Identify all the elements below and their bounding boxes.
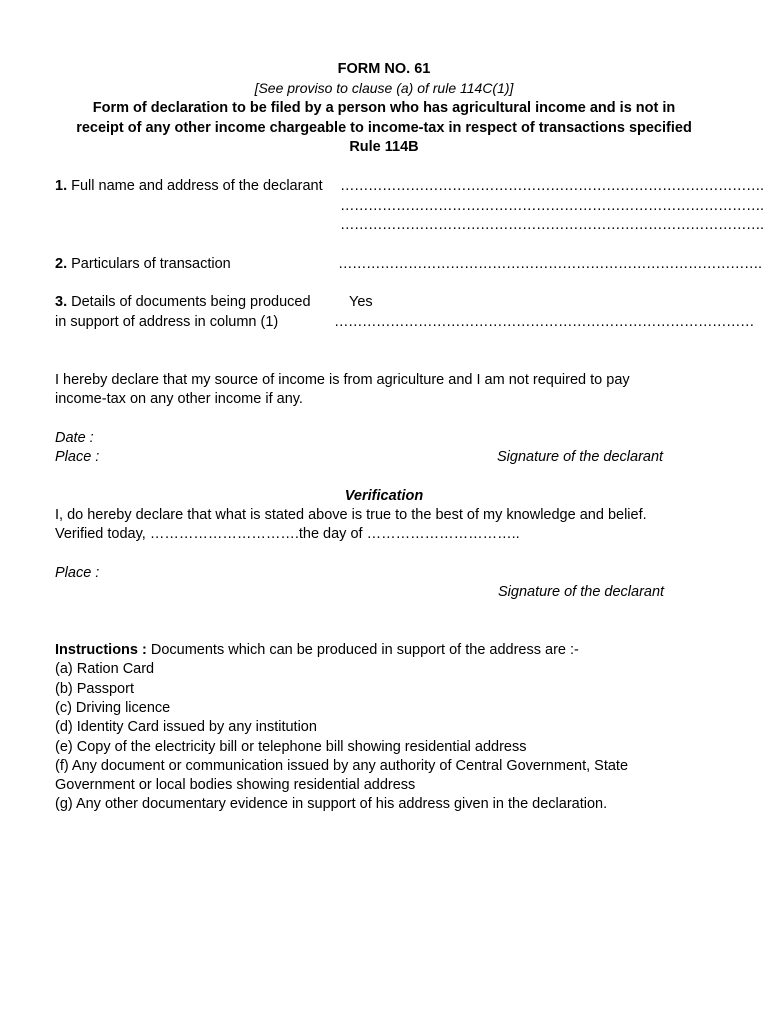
item-1-field-line-3[interactable]: ……………………………………………………………………………….: [340, 217, 764, 233]
form-title: FORM NO. 61: [337, 61, 431, 77]
item-2-text: Particulars of transaction: [71, 256, 231, 272]
item-3-text: Details of documents being produced: [71, 294, 311, 310]
instructions-label: Instructions :: [55, 642, 147, 658]
form-description-line-2: receipt of any other income chargeable to income-tax in respect of transactions specified: [76, 120, 692, 136]
instruction-item: (a) Ration Card: [55, 661, 155, 677]
declaration-line-1: I hereby declare that my source of income is from agriculture and I am not required to pay: [55, 372, 630, 388]
instruction-item: (g) Any other documentary evidence in support of his address given in the declaration.: [55, 796, 608, 812]
instruction-item: (c) Driving licence: [55, 700, 171, 716]
verification-place-label: Place :: [55, 565, 100, 581]
item-3-label-line-2: in support of address in column (1): [55, 314, 279, 330]
instruction-item: (e) Copy of the electricity bill or telephone bill showing residential address: [55, 739, 527, 755]
place-label: Place :: [55, 449, 100, 465]
instruction-item: (d) Identity Card issued by any institution: [55, 719, 317, 735]
instruction-item: (f) Any document or communication issued by any authority of Central Government, State: [55, 758, 629, 774]
item-3-label: [55, 293, 311, 312]
verification-line-1: I, do hereby declare that what is stated above is true to the best of my knowledge and belief.: [55, 507, 647, 523]
instructions-intro: [55, 641, 579, 660]
verification-line-2: Verified today, ………………………….the day of …………………………..: [55, 526, 520, 542]
item-1-text: Full name and address of the declarant: [71, 178, 323, 194]
instructions-intro-text: Documents which can be produced in support of the address are :-: [146, 642, 579, 658]
item-1-number: 1.: [55, 178, 68, 194]
item-2-label: [55, 255, 231, 274]
verification-signature: Signature of the declarant: [498, 584, 665, 600]
date-label: Date :: [55, 430, 94, 446]
instruction-item: Government or local bodies showing residential address: [55, 777, 416, 793]
form-subtitle: [See proviso to clause (a) of rule 114C(1)]: [254, 80, 514, 96]
item-1-field-line-1[interactable]: ……………………………………………………………………………….: [340, 178, 764, 194]
instruction-item: (b) Passport: [55, 681, 134, 697]
declaration-line-2: income-tax on any other income if any.: [55, 391, 303, 407]
item-3-number: 3.: [55, 294, 68, 310]
form-description-line-3: Rule 114B: [349, 139, 419, 155]
item-3-value: Yes: [349, 294, 373, 310]
item-1-field-line-2[interactable]: ……………………………………………………………………………….: [340, 198, 764, 214]
form-description-line-1: Form of declaration to be filed by a person who has agricultural income and is not in: [92, 100, 676, 116]
verification-heading: Verification: [344, 488, 424, 504]
declarant-signature: Signature of the declarant: [497, 449, 664, 465]
item-2-number: 2.: [55, 256, 68, 272]
item-2-field[interactable]: ……………………………………………………………………………….: [338, 256, 762, 272]
item-1-label: [55, 177, 323, 196]
item-3-field[interactable]: ………………………………………………………………………………: [334, 314, 754, 330]
